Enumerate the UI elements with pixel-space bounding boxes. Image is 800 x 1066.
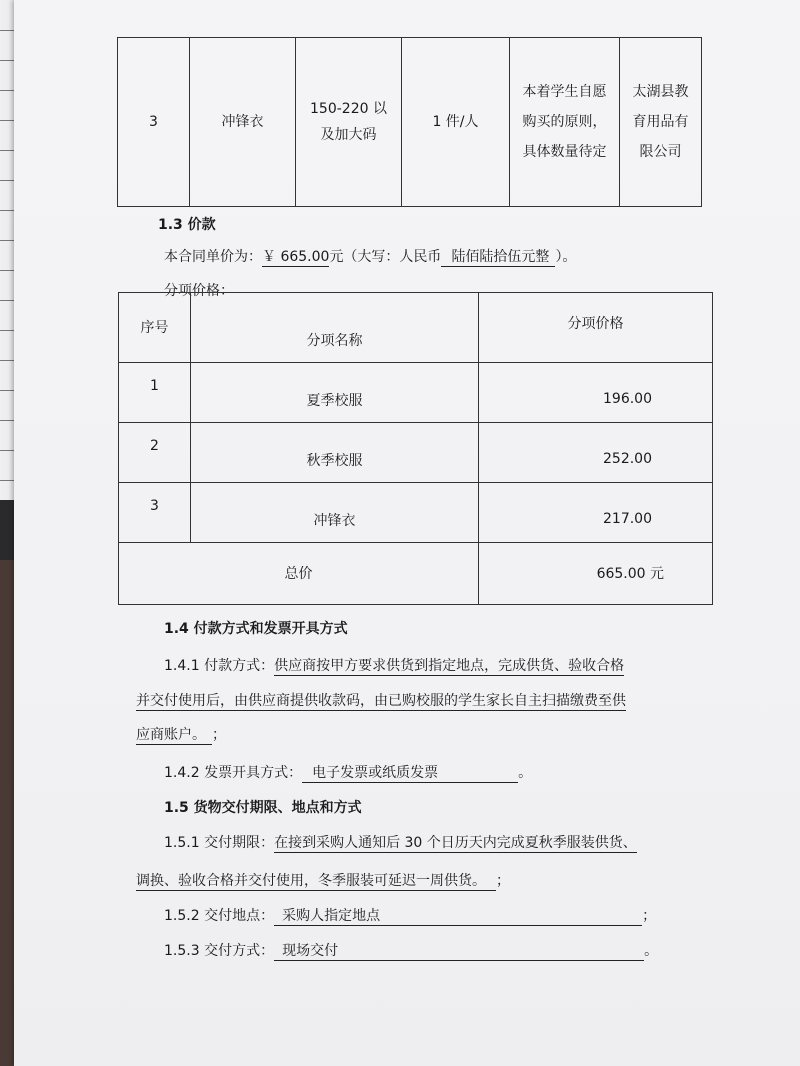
delivery-period-label: 1.5.1 交付期限： bbox=[164, 835, 275, 851]
table-row bbox=[119, 483, 713, 543]
row-index: 1 bbox=[119, 363, 191, 423]
item-spec: 150-220 以及加大码 bbox=[296, 38, 402, 207]
unit-price-prefix: 本合同单价为： bbox=[164, 249, 262, 265]
row-name: 秋季校服 bbox=[191, 423, 479, 483]
payment-method-line-2 bbox=[136, 690, 626, 711]
total-value: 665.00 元 bbox=[479, 543, 713, 605]
table-row bbox=[119, 363, 713, 423]
payment-method-line bbox=[164, 655, 624, 676]
payment-method-label: 1.4.1 付款方式： bbox=[164, 658, 275, 674]
row-price: 252.00 bbox=[479, 423, 713, 483]
item-index: 3 bbox=[118, 38, 190, 207]
delivery-mode-end: 。 bbox=[644, 943, 659, 959]
item-name: 冲锋衣 bbox=[190, 38, 296, 207]
delivery-place-line bbox=[164, 905, 656, 926]
breakdown-table bbox=[118, 292, 713, 605]
row-name: 夏季校服 bbox=[191, 363, 479, 423]
table-row bbox=[119, 423, 713, 483]
delivery-mode-text: 现场交付 bbox=[274, 940, 644, 961]
unit-price-amount: ￥ 665.00 bbox=[262, 246, 329, 267]
item-remark: 本着学生自愿购买的原则，具体数量待定 bbox=[510, 38, 620, 207]
row-index: 3 bbox=[119, 483, 191, 543]
invoice-method-label: 1.4.2 发票开具方式： bbox=[164, 765, 303, 781]
delivery-period-line-2 bbox=[136, 870, 510, 891]
row-name: 冲锋衣 bbox=[191, 483, 479, 543]
delivery-mode-line bbox=[164, 940, 658, 961]
delivery-heading: 1.5 货物交付期限、地点和方式 bbox=[164, 800, 362, 816]
delivery-period-text-a: 在接到采购人通知后 30 个日历天内完成夏秋季服装供货、 bbox=[274, 832, 637, 853]
header-index: 序号 bbox=[119, 293, 191, 363]
price-heading: 1.3 价款 bbox=[158, 217, 216, 233]
header-name: 分项名称 bbox=[191, 293, 479, 363]
breakdown-header-row bbox=[119, 293, 713, 363]
item-table bbox=[117, 37, 702, 207]
payment-method-text-c: 应商账户。 bbox=[136, 724, 212, 745]
unit-price-words: 陆佰陆拾伍元整 bbox=[441, 246, 555, 267]
delivery-place-end: ； bbox=[642, 908, 657, 924]
breakdown-label: 分项价格： bbox=[164, 283, 234, 299]
payment-heading: 1.4 付款方式和发票开具方式 bbox=[164, 621, 348, 637]
delivery-period-line bbox=[164, 832, 637, 853]
row-price: 217.00 bbox=[479, 483, 713, 543]
payment-method-end: ； bbox=[212, 727, 226, 743]
invoice-method-line bbox=[164, 762, 532, 783]
delivery-period-text-b: 调换、验收合格并交付使用，冬季服装可延迟一周供货。 bbox=[136, 870, 496, 891]
item-row bbox=[118, 38, 702, 207]
delivery-place-label: 1.5.2 交付地点： bbox=[164, 908, 275, 924]
payment-method-line-3 bbox=[136, 724, 226, 745]
contract-page bbox=[14, 0, 800, 1066]
delivery-period-end: ； bbox=[496, 873, 510, 889]
row-price: 196.00 bbox=[479, 363, 713, 423]
payment-method-text-a: 供应商按甲方要求供货到指定地点，完成供货、验收合格 bbox=[274, 655, 624, 676]
total-label: 总价 bbox=[119, 543, 479, 605]
invoice-method-text: 电子发票或纸质发票 bbox=[302, 762, 518, 783]
item-quantity: 1 件/人 bbox=[402, 38, 510, 207]
invoice-method-end: 。 bbox=[518, 765, 533, 781]
row-index: 2 bbox=[119, 423, 191, 483]
delivery-place-text: 采购人指定地点 bbox=[274, 905, 642, 926]
payment-method-text-b: 并交付使用后，由供应商提供收款码，由已购校服的学生家长自主扫描缴费至供 bbox=[136, 690, 626, 711]
delivery-mode-label: 1.5.3 交付方式： bbox=[164, 943, 275, 959]
unit-price-line bbox=[164, 246, 576, 267]
header-price: 分项价格 bbox=[479, 293, 713, 363]
item-supplier: 太湖县教育用品有限公司 bbox=[620, 38, 702, 207]
total-row bbox=[119, 543, 713, 605]
unit-price-suffix: ）。 bbox=[555, 249, 577, 265]
unit-price-mid: 元（大写：人民币 bbox=[329, 249, 442, 265]
